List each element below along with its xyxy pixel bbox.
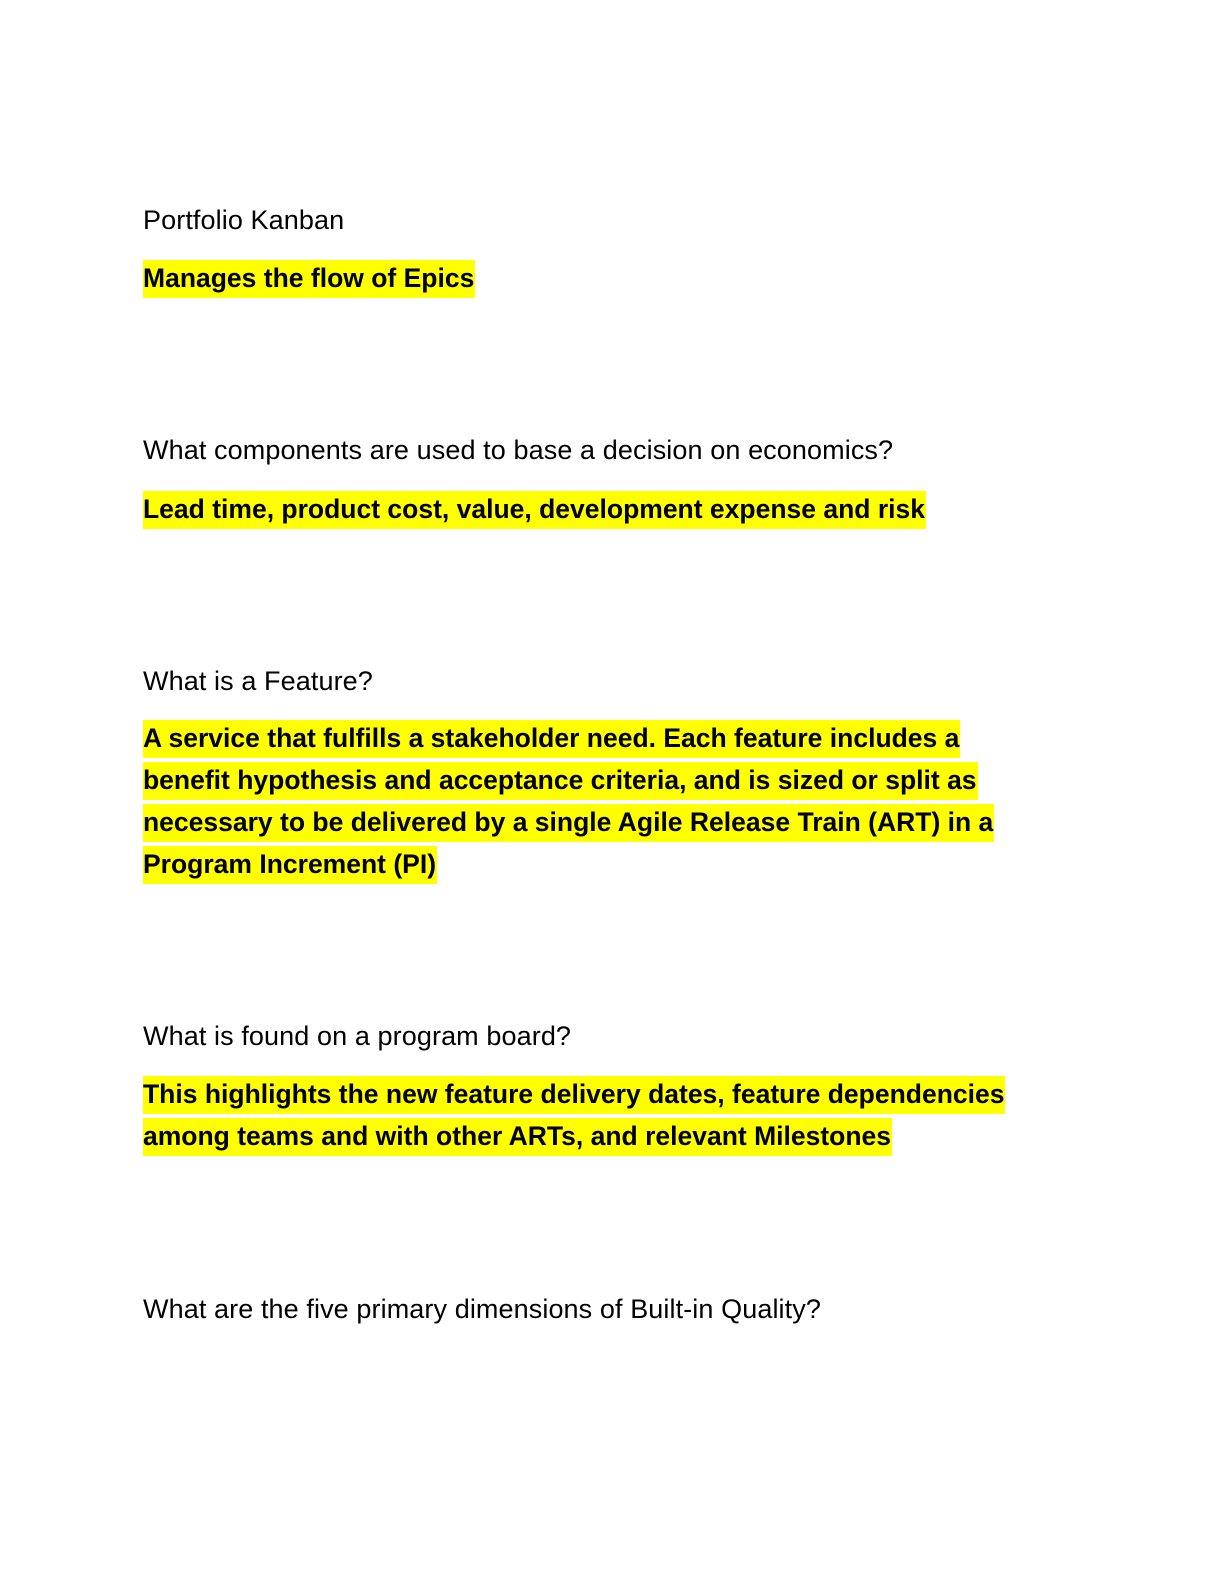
answer-program-board [143, 1073, 1053, 1157]
answer-what-is-feature [143, 717, 1023, 885]
question-portfolio-kanban [143, 204, 1043, 236]
question-text: What are the five primary dimensions of Built-in Quality? [143, 1294, 821, 1324]
question-text: What is found on a program board? [143, 1021, 572, 1051]
answer-portfolio-kanban [143, 257, 1043, 299]
answer-economics-components [143, 488, 1043, 530]
question-text: What components are used to base a decision on economics? [143, 435, 894, 465]
question-text: What is a Feature? [143, 666, 373, 696]
question-text: Portfolio Kanban [143, 205, 345, 235]
question-what-is-feature [143, 665, 1043, 697]
question-built-in-quality [143, 1293, 1043, 1325]
question-economics-components [143, 434, 1043, 466]
highlighted-answer-text: Manages the flow of Epics [143, 260, 475, 298]
question-program-board [143, 1020, 1043, 1052]
highlighted-answer-text: Lead time, product cost, value, development expense and risk [143, 491, 926, 529]
highlighted-answer-text: A service that fulfills a stakeholder need. Each feature includes a benefit hypothesis and acceptance criteria, and is sized or split as necessary to be delivered by a single Agile Release Train (ART) in a Program Increment (PI) [143, 720, 994, 884]
highlighted-answer-text: This highlights the new feature delivery dates, feature dependencies among teams and with other ARTs, and relevant Milestones [143, 1076, 1005, 1156]
